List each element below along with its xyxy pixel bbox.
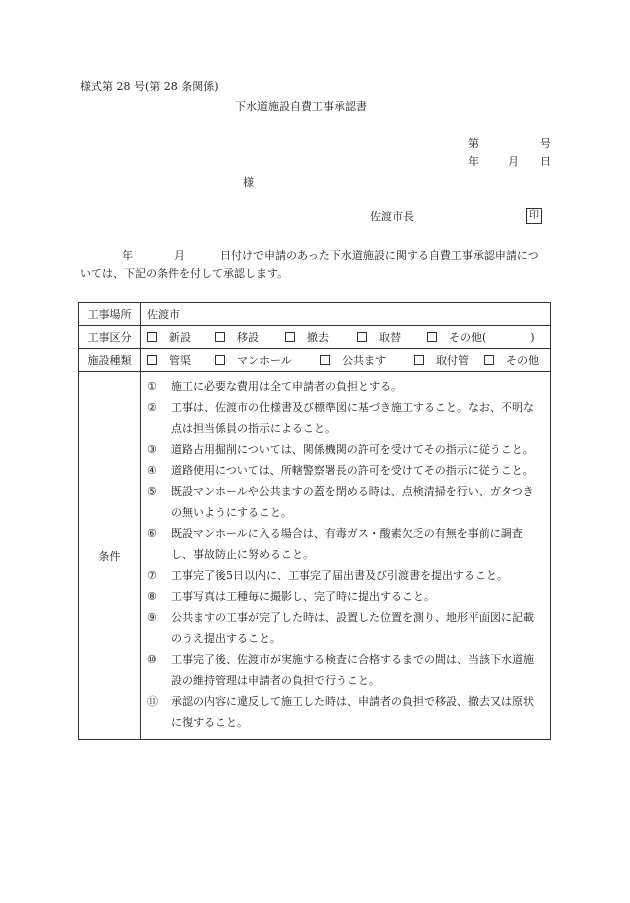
checkbox-icon[interactable] [147, 332, 157, 342]
condition-number: ⑪ [147, 695, 158, 708]
row-location [79, 303, 551, 326]
checkbox-icon[interactable] [215, 332, 225, 342]
checkbox-icon[interactable] [357, 332, 367, 342]
condition-item [147, 607, 544, 649]
category-option[interactable]: その他( ) [427, 329, 535, 345]
issuer-name: 佐渡市長 [370, 210, 414, 223]
condition-text: 施工に必要な費用は全て申請者の負担とする。 [171, 380, 402, 393]
checkbox-icon[interactable] [320, 355, 330, 365]
condition-number: ⑧ [147, 590, 157, 603]
location-label: 工事場所 [79, 303, 141, 326]
checkbox-icon[interactable] [414, 355, 424, 365]
condition-item [147, 397, 544, 439]
condition-text: 既設マンホールや公共ますの蓋を閉める時は、点検清掃を行い、ガタつきの無いようにすること。 [171, 485, 534, 519]
category-option[interactable]: 取替 [357, 329, 427, 345]
date-month: 月 [508, 155, 519, 168]
facility-cell [141, 349, 551, 372]
condition-item [147, 691, 544, 733]
intro-year: 年 [122, 249, 133, 262]
condition-item [147, 460, 544, 481]
condition-number: ① [147, 380, 157, 393]
condition-text: 道路占用掘削については、関係機関の許可を受けてその指示に従うこと。 [171, 443, 534, 456]
date-year: 年 [468, 155, 479, 168]
condition-item [147, 565, 544, 586]
condition-number: ② [147, 401, 157, 414]
condition-text: 工事完了後、佐渡市が実施する検査に合格するまでの間は、当該下水道施設の維持管理は申請者の負担で行うこと。 [171, 653, 534, 687]
number-suffix: 号 [540, 137, 551, 150]
location-value: 佐渡市 [141, 303, 551, 326]
seal-mark [526, 208, 542, 224]
seal-char: 印 [529, 210, 539, 221]
facility-option[interactable]: 公共ます [320, 352, 414, 368]
condition-item [147, 586, 544, 607]
facility-label: 施設種類 [79, 349, 141, 372]
checkbox-icon[interactable] [147, 355, 157, 365]
condition-number: ⑦ [147, 569, 157, 582]
condition-number: ③ [147, 443, 157, 456]
condition-number: ④ [147, 464, 157, 477]
condition-text: 既設マンホールに入る場合は、有毒ガス・酸素欠乏の有無を事前に調査し、事故防止に努めること。 [171, 527, 523, 561]
facility-option[interactable]: 取付管 [414, 352, 484, 368]
condition-item [147, 439, 544, 460]
number-prefix: 第 [468, 137, 479, 150]
facility-option[interactable]: マンホール [215, 352, 320, 368]
conditions-table [78, 302, 551, 740]
condition-number: ⑥ [147, 527, 157, 540]
category-option[interactable]: 移設 [215, 329, 285, 345]
intro-month: 月 [174, 249, 185, 262]
condition-text: 工事完了後5日以内に、工事完了届出書及び引渡書を提出すること。 [171, 569, 508, 582]
condition-text: 道路使用については、所轄警察署長の許可を受けてその指示に従うこと。 [171, 464, 534, 477]
intro-line-2: いては、下記の条件を付して承認します。 [80, 267, 289, 280]
date-day: 日 [540, 155, 551, 168]
facility-option[interactable]: その他 [484, 352, 539, 368]
condition-number: ⑤ [147, 485, 157, 498]
row-conditions [79, 372, 551, 740]
conditions-list [141, 372, 550, 739]
condition-text: 承認の内容に違反して施工した時は、申請者の負担で移設、撤去又は原状に復すること。 [171, 695, 534, 729]
condition-item [147, 481, 544, 523]
category-option[interactable]: 新設 [147, 329, 215, 345]
row-category [79, 326, 551, 349]
condition-item [147, 523, 544, 565]
addressee-honorific: 様 [243, 176, 254, 189]
conditions-cell [141, 372, 551, 740]
condition-text: 工事写真は工種毎に撮影し、完了時に提出すること。 [171, 590, 435, 603]
condition-number: ⑩ [147, 653, 157, 666]
condition-text: 公共ますの工事が完了した時は、設置した位置を測り、地形平面図に記載のうえ提出すること。 [171, 611, 534, 645]
condition-item [147, 376, 544, 397]
checkbox-icon[interactable] [427, 332, 437, 342]
form-number: 様式第 28 号(第 28 条関係) [80, 80, 219, 93]
checkbox-icon[interactable] [285, 332, 295, 342]
row-facility [79, 349, 551, 372]
intro-text: 日付けで申請のあった下水道施設に関する自費工事承認申請につ [220, 249, 539, 262]
condition-text: 工事は、佐渡市の仕様書及び標準図に基づき施工すること。なお、不明な点は担当係員の指示によること。 [171, 401, 534, 435]
facility-option[interactable]: 管渠 [147, 352, 215, 368]
condition-item [147, 649, 544, 691]
document-title: 下水道施設自費工事承認書 [235, 100, 367, 113]
conditions-label: 条件 [79, 372, 141, 740]
category-option[interactable]: 撤去 [285, 329, 357, 345]
condition-number: ⑨ [147, 611, 157, 624]
category-label: 工事区分 [79, 326, 141, 349]
checkbox-icon[interactable] [484, 355, 494, 365]
category-cell [141, 326, 551, 349]
checkbox-icon[interactable] [215, 355, 225, 365]
